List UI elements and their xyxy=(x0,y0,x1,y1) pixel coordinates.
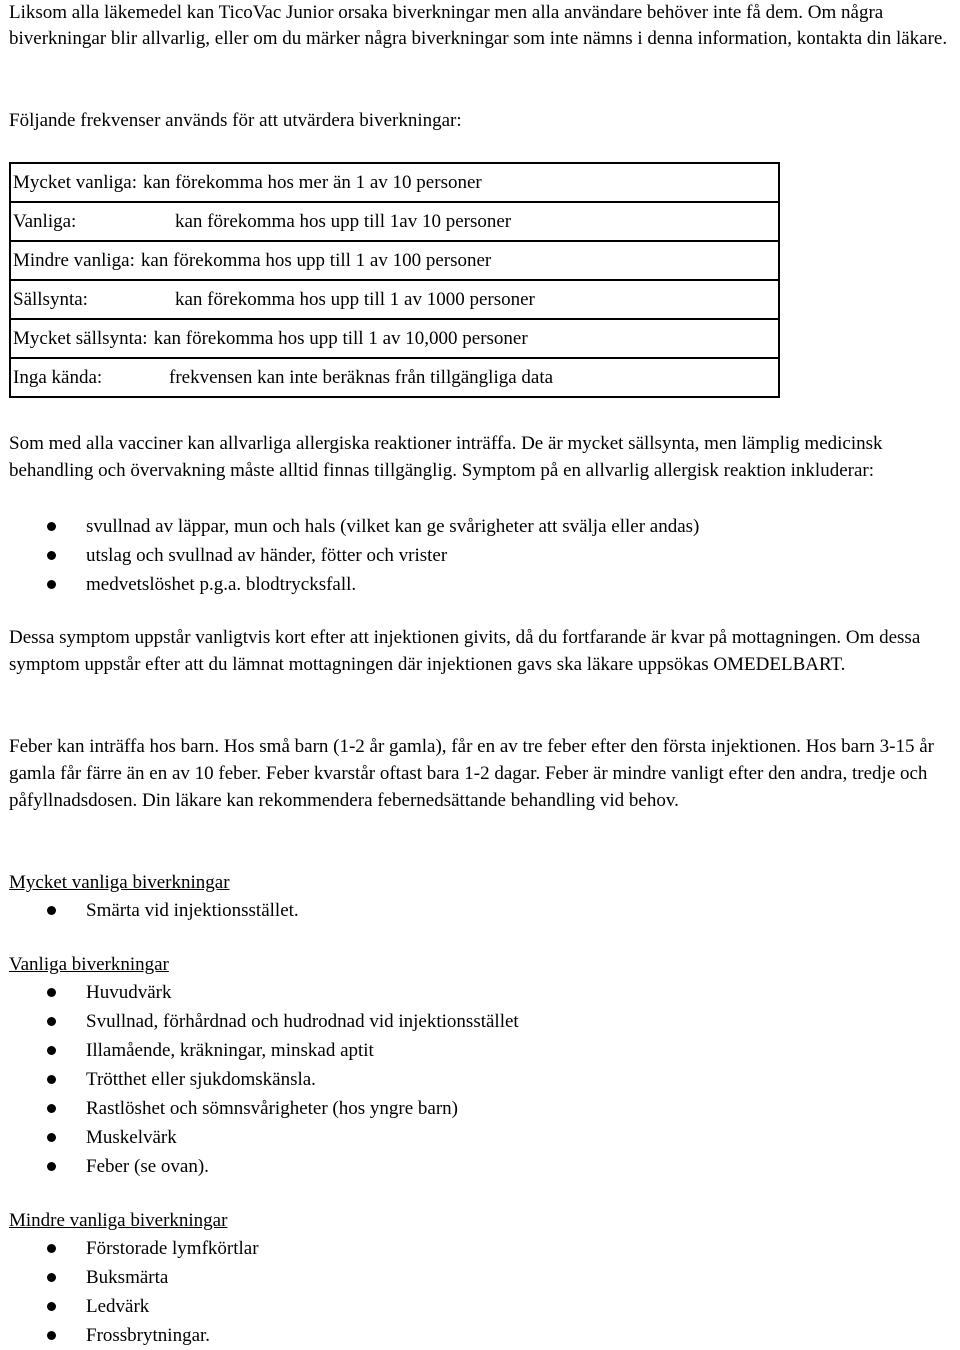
frequency-term: Mycket vanliga: xyxy=(13,172,137,193)
section-heading: Mindre vanliga biverkningar xyxy=(9,1210,228,1231)
list-item: Rastlöshet och sömnsvårigheter (hos yngre barn) xyxy=(9,1094,955,1123)
frequency-description: kan förekomma hos upp till 1 av 1000 personer xyxy=(175,289,535,310)
frequency-term: Mycket sällsynta: xyxy=(13,328,148,349)
frequency-row xyxy=(11,242,778,281)
list-item: Feber (se ovan). xyxy=(9,1152,955,1181)
frequency-term: Inga kända: xyxy=(13,367,103,388)
list-item: Förstorade lymfkörtlar xyxy=(9,1234,955,1263)
list-item: Huvudvärk xyxy=(9,978,955,1007)
bullet-icon xyxy=(47,551,56,560)
bullet-icon xyxy=(47,580,56,589)
intro-paragraph: Liksom alla läkemedel kan TicoVac Junior orsaka biverkningar men alla användare behöver inte få dem. Om några biverkningar blir allvarlig, eller om du märker några biverkningar som inte nämns i denna information, kontakta din läkare. xyxy=(9,2,948,49)
list-item: utslag och svullnad av händer, fötter och vrister xyxy=(9,541,955,570)
frequency-description: kan förekomma hos upp till 1 av 100 personer xyxy=(140,250,492,271)
frequency-row xyxy=(11,281,778,320)
frequency-row xyxy=(11,359,778,396)
frequency-description: kan förekomma hos upp till 1 av 10,000 personer xyxy=(153,328,528,349)
bullet-icon xyxy=(47,1017,56,1026)
frequency-description: frekvensen kan inte beräknas från tillgängliga data xyxy=(169,367,554,388)
list-item: Illamående, kräkningar, minskad aptit xyxy=(9,1036,955,1065)
allergy-paragraph: Som med alla vacciner kan allvarliga allergiska reaktioner inträffa. De är mycket sällsynta, men lämplig medicinsk behandling och övervakning måste alltid finnas tillgänglig. Symptom på en allvarlig allergisk reaktion inkluderar: xyxy=(9,433,883,481)
frequency-term: Vanliga: xyxy=(13,211,77,232)
very-common-section xyxy=(9,869,955,925)
bullet-icon xyxy=(47,906,56,915)
list-item: Frossbrytningar. xyxy=(9,1321,955,1350)
section-heading: Vanliga biverkningar xyxy=(9,954,169,975)
list-item: medvetslöshet p.g.a. blodtrycksfall. xyxy=(9,570,955,599)
bullet-icon xyxy=(47,1162,56,1171)
symptom-timing-paragraph: Dessa symptom uppstår vanligtvis kort efter att injektionen givits, då du fortfarande är kvar på mottagningen. Om dessa symptom uppstår efter att du lämnat mottagningen där injektionen gavs ska läkare uppsökas OMEDELBART. xyxy=(9,627,921,675)
bullet-icon xyxy=(47,1133,56,1142)
bullet-icon xyxy=(47,1104,56,1113)
list-item: Svullnad, förhårdnad och hudrodnad vid injektionsstället xyxy=(9,1007,955,1036)
bullet-icon xyxy=(47,1075,56,1084)
allergy-symptom-list xyxy=(9,512,955,599)
frequency-description: kan förekomma hos upp till 1av 10 personer xyxy=(175,211,512,232)
bullet-icon xyxy=(47,522,56,531)
bullet-icon xyxy=(47,1302,56,1311)
fever-paragraph: Feber kan inträffa hos barn. Hos små barn (1-2 år gamla), får en av tre feber efter den första injektionen. Hos barn 3-15 år gamla får färre än en av 10 feber. Feber kvarstår oftast bara 1-2 dagar. Feber är mindre vanligt efter den andra, tredje och påfyllnadsdosen. Din läkare kan rekommendera febernedsättande behandling vid behov. xyxy=(9,736,935,811)
list-item: Ledvärk xyxy=(9,1292,955,1321)
bullet-icon xyxy=(47,1046,56,1055)
list-item: Muskelvärk xyxy=(9,1123,955,1152)
uncommon-section xyxy=(9,1207,955,1350)
list-item: Trötthet eller sjukdomskänsla. xyxy=(9,1065,955,1094)
common-section xyxy=(9,951,955,1181)
frequency-term: Mindre vanliga: xyxy=(13,250,135,271)
frequency-table xyxy=(9,162,780,398)
bullet-icon xyxy=(47,1244,56,1253)
section-heading: Mycket vanliga biverkningar xyxy=(9,872,230,893)
list-item: Smärta vid injektionsstället. xyxy=(9,896,955,925)
bullet-icon xyxy=(47,1331,56,1340)
list-item: Buksmärta xyxy=(9,1263,955,1292)
bullet-icon xyxy=(47,1273,56,1282)
frequency-term: Sällsynta: xyxy=(13,289,88,310)
frequency-row xyxy=(11,164,778,203)
frequency-row xyxy=(11,203,778,242)
frequency-row xyxy=(11,320,778,359)
frequency-description: kan förekomma hos mer än 1 av 10 personer xyxy=(143,172,482,193)
bullet-icon xyxy=(47,988,56,997)
list-item: svullnad av läppar, mun och hals (vilket kan ge svårigheter att svälja eller andas) xyxy=(9,512,955,541)
frequency-intro: Följande frekvenser används för att utvärdera biverkningar: xyxy=(9,110,462,131)
